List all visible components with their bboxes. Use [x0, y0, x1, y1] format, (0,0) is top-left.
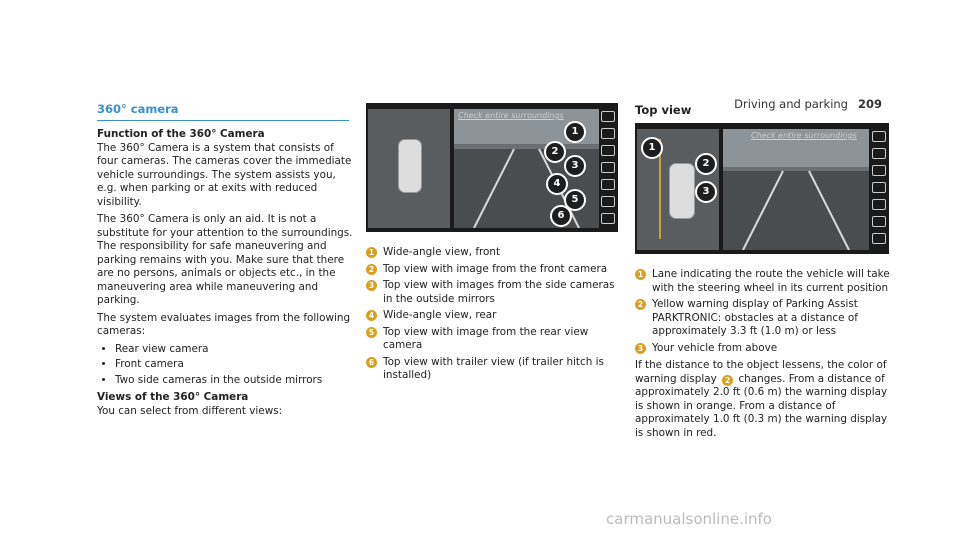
view-icon — [601, 128, 615, 139]
list-item: 3 Your vehicle from above — [635, 342, 890, 356]
screen-caption: Check entire surroundings — [751, 131, 857, 140]
view-icon — [872, 148, 886, 159]
camera-screen-image-1 — [366, 103, 618, 232]
list-item: 3 Top view with images from the side cameras in the outside mirrors — [366, 279, 616, 306]
list-item: 6 Top view with trailer view (if trailer hitch is installed) — [366, 356, 616, 383]
list-item: 1 Lane indicating the route the vehicle will take with the steering wheel in its current position — [635, 268, 890, 295]
list-item: • Two side cameras in the outside mirrors — [115, 374, 353, 388]
view-icon-column — [601, 111, 615, 230]
inline-badge: 2 — [722, 375, 733, 386]
road-graphic — [723, 129, 869, 250]
callout-1: 1 — [641, 137, 663, 159]
camera-list — [97, 343, 353, 388]
list-item: • Rear view camera — [115, 343, 353, 357]
callout-5: 5 — [564, 189, 586, 211]
list-item: • Front camera — [115, 358, 353, 372]
callout-1: 1 — [564, 121, 586, 143]
list-item: 2 Yellow warning display of Parking Assist PARKTRONIC: obstacles at a distance of approximately 3.3 ft (1.0 m) or less — [635, 298, 890, 339]
view-icon — [872, 131, 886, 142]
left-column — [97, 126, 353, 422]
list-item: 4 Wide-angle view, rear — [366, 309, 616, 323]
screen-caption: Check entire surroundings — [458, 111, 564, 120]
page-header — [734, 97, 882, 111]
header-section: Driving and parking — [734, 97, 848, 111]
paragraph-intro: The 360° Camera is a system that consists of four cameras. The cameras cover the immediate vehicle surroundings. The system assists you, e.g. when parking or at exits with reduced visibility. — [97, 141, 352, 208]
view-icon — [601, 145, 615, 156]
view-icon — [601, 162, 615, 173]
top-view-heading: Top view — [635, 103, 692, 117]
view-icon — [872, 165, 886, 176]
view-icon — [872, 233, 886, 244]
top-view-panel — [368, 109, 450, 228]
view-icon — [601, 179, 615, 190]
vehicle-icon — [669, 163, 695, 219]
callout-2: 2 — [544, 141, 566, 163]
footer-watermark: carmanualsonline.info — [606, 510, 772, 528]
views-heading: Views of the 360° Camera — [97, 391, 249, 404]
callout-4: 4 — [546, 173, 568, 195]
callout-2: 2 — [695, 153, 717, 175]
view-icon — [601, 196, 615, 207]
vehicle-icon — [398, 139, 422, 193]
list-item: 5 Top view with image from the rear view camera — [366, 326, 616, 353]
view-icon — [872, 216, 886, 227]
paragraph-aid: The 360° Camera is only an aid. It is not a substitute for your attention to the surroundings. The responsibility for safe maneuvering and parking remains with you. Make sure that there are no persons, animals or objects etc., in the maneuvering area while maneuvering and parking. — [97, 213, 353, 307]
right-column — [635, 268, 890, 440]
view-icon-column — [872, 131, 886, 250]
paragraph-cameras: The system evaluates images from the following cameras: — [97, 311, 351, 338]
view-icon — [872, 182, 886, 193]
paragraph-warning-color: If the distance to the object lessens, the color of warning display 2 changes. From a distance of approximately 2.0 ft (0.6 m) the warning display is shown in orange. From a distance of approximately 1.0 ft (0.3 m) the warning display is shown in red. — [635, 359, 888, 439]
callout-6: 6 — [550, 205, 572, 227]
section-title: 360° camera — [97, 102, 349, 121]
wide-angle-panel — [723, 129, 869, 250]
paragraph-views: You can select from different views: — [97, 404, 283, 417]
middle-column — [366, 246, 616, 386]
callout-3: 3 — [695, 181, 717, 203]
function-heading: Function of the 360° Camera — [97, 128, 265, 140]
list-item: 2 Top view with image from the front camera — [366, 263, 616, 277]
list-item: 1 Wide-angle view, front — [366, 246, 616, 260]
callout-3: 3 — [564, 155, 586, 177]
view-icon — [872, 199, 886, 210]
view-icon — [601, 111, 615, 122]
page-number: 209 — [857, 97, 882, 111]
view-icon — [601, 213, 615, 224]
camera-screen-image-2 — [635, 123, 889, 254]
